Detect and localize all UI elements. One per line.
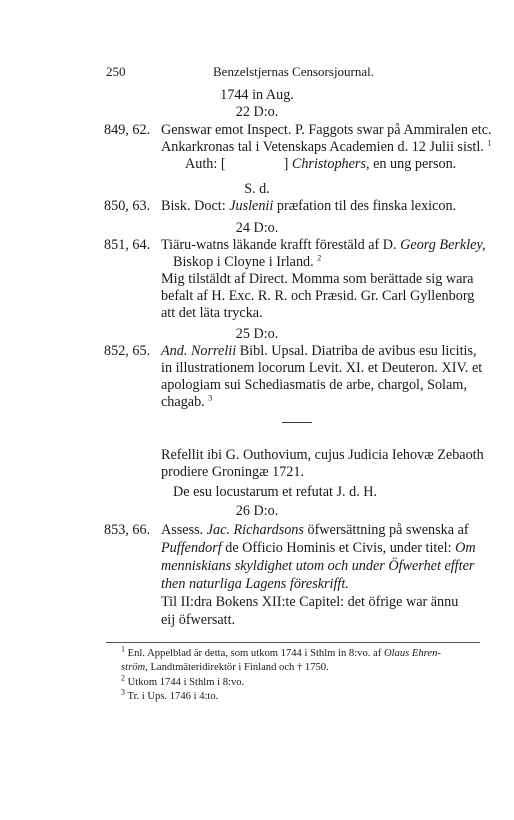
entry-number: 850, 63. (104, 198, 151, 214)
entry-text: chagab. $^3$ (161, 393, 213, 410)
entry-number: 853, 66. (104, 522, 151, 538)
date-heading: 22 D:o. (235, 104, 279, 120)
note-text: De esu locustarum et refutat J. d. H. (173, 484, 378, 500)
page-number: 250 (106, 64, 126, 79)
entry-text: Biskop i Cloyne i Irland. $^2$ (173, 253, 322, 270)
entry-text: Mig tilstäldt af Direct. Momma som berättade sig wara (161, 271, 474, 287)
footnote: $^2$ Utkom 1744 i Sthlm i 8:vo. (121, 673, 245, 688)
date-heading: S. d. (244, 181, 270, 197)
footnote: $^1$ Enl. Appelblad är detta, som utkom 1744 i Sthlm in 8:vo. af Olaus Ehren- (121, 644, 441, 659)
entry-text: then naturliga Lagens föreskrifft. (161, 576, 349, 592)
footnote-ref: 2 (317, 253, 322, 263)
entry-text: eij öfwersatt. (161, 612, 236, 628)
entry-text: Puffendorf de Officio Hominis et Civis, under titel: Om (161, 540, 476, 556)
entry-text: Bisk. Doct: Juslenii præfation til des finska lexicon. (161, 198, 457, 214)
note-text: prodiere Groningæ 1721. (161, 464, 305, 480)
entry-text: Auth: [ ] Christophers, en ung person. (185, 156, 457, 172)
date-heading: 26 D:o. (235, 503, 279, 519)
footnote-rule (106, 642, 480, 643)
section-divider (282, 422, 312, 423)
entry-number: 851, 64. (104, 237, 151, 253)
date-heading: 24 D:o. (235, 220, 279, 236)
entry-text: Ankarkronas tal i Vetenskaps Academien d. 12 Julii sistl. $^1$ (161, 138, 492, 155)
entry-number: 852, 65. (104, 343, 151, 359)
entry-text: in illustrationem locorum Levit. XI. et Deuteron. XIV. et (161, 360, 483, 376)
entry-text: Tiäru-watns läkande krafft förestäld af D. Georg Berkley, (161, 237, 486, 253)
running-title: Benzelstjernas Censorsjournal. (213, 64, 375, 79)
entry-number: 849, 62. (104, 122, 151, 138)
note-text: Refellit ibi G. Outhovium, cujus Judicia Iehovæ Zebaoth (161, 447, 484, 463)
entry-text: att det läta trycka. (161, 305, 263, 321)
date-heading: 1744 in Aug. (220, 87, 294, 103)
footnote-ref: 3 (208, 393, 213, 403)
entry-text: apologiam sui Schediasmatis de arbe, chargol, Solam, (161, 377, 467, 393)
footnote: ström, Landtmäteridirektör i Finland och † 1750. (121, 662, 329, 673)
entry-text: befalt af H. Exc. R. R. och Præsid. Gr. Carl Gyllenborg (161, 288, 475, 304)
entry-text: menniskians skyldighet utom och under Öfwerhet effter (161, 558, 475, 574)
entry-text: Assess. Jac. Richardsons öfwersättning på swenska af (161, 522, 469, 538)
footnote-ref: 1 (487, 138, 492, 148)
date-heading: 25 D:o. (235, 326, 279, 342)
entry-text: Genswar emot Inspect. P. Faggots swar på Ammiralen etc. (161, 122, 492, 138)
entry-text: Til II:dra Bokens XII:te Capitel: det öfrige war ännu (161, 594, 459, 610)
footnote: $^3$ Tr. i Ups. 1746 i 4:to. (121, 687, 219, 702)
entry-text: And. Norrelii Bibl. Upsal. Diatriba de avibus esu licitis, (161, 343, 477, 359)
